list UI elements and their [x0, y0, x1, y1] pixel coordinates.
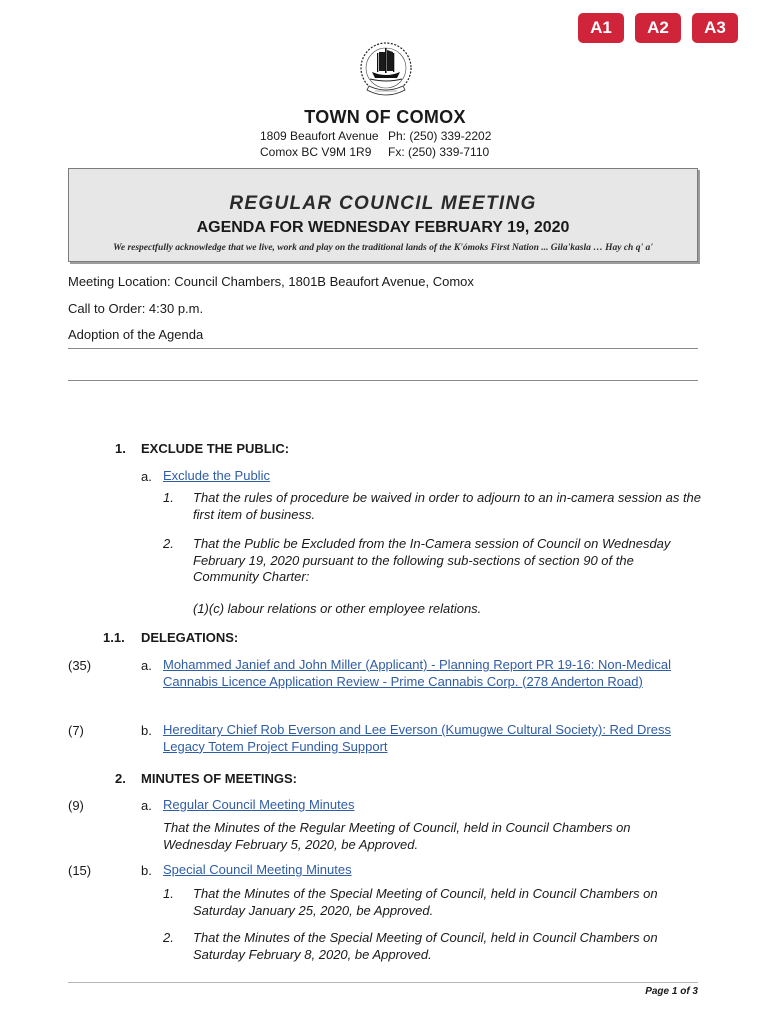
resolution-number: 2.	[163, 930, 174, 945]
section-number: 2.	[115, 771, 126, 786]
agenda-date: AGENDA FOR WEDNESDAY FEBRUARY 19, 2020	[196, 219, 570, 236]
link-delegation-cannabis[interactable]: Mohammed Janief and John Miller (Applicant) - Planning Report PR 19-16: Non-Medical Cannabis Licence Application Review - Prime Cannabis Corp. (278 Anderton Road)	[163, 657, 671, 689]
call-to-order: Call to Order: 4:30 p.m.	[68, 301, 204, 316]
section-number: 1.1.	[103, 630, 125, 645]
tab-a3[interactable]: A3	[692, 13, 738, 43]
footer-divider	[68, 982, 698, 983]
page-count: (35)	[68, 658, 92, 673]
land-acknowledgement: We respectfully acknowledge that we live, work and play on the traditional lands of the K'ómoks First Nation ... Gila'kasla … Hay ch q' a'	[113, 243, 653, 253]
item-letter: a.	[141, 469, 152, 484]
attachment-tabs	[578, 13, 738, 43]
phone-number: Ph: (250) 339-2202	[388, 129, 492, 143]
link-exclude-public[interactable]: Exclude the Public	[163, 468, 270, 483]
section-heading-exclude-public: EXCLUDE THE PUBLIC:	[141, 441, 290, 456]
link-special-minutes[interactable]: Special Council Meeting Minutes	[163, 862, 352, 877]
divider	[68, 348, 698, 349]
resolution-number: 2.	[163, 536, 174, 551]
page-number: Page 1 of 3	[645, 986, 698, 997]
item-letter: a.	[141, 658, 152, 673]
item-letter: a.	[141, 798, 152, 813]
fax-number: Fx: (250) 339-7110	[388, 145, 490, 159]
meeting-location: Meeting Location: Council Chambers, 1801B Beaufort Avenue, Comox	[68, 274, 474, 289]
resolution-number: 1.	[163, 490, 174, 505]
town-name: TOWN OF COMOX	[304, 107, 466, 127]
meeting-banner	[68, 168, 698, 262]
item-letter: b.	[141, 723, 152, 738]
adoption-of-agenda: Adoption of the Agenda	[68, 327, 204, 342]
address-city: Comox BC V9M 1R9	[260, 145, 372, 159]
address-block	[260, 128, 491, 160]
section-heading-minutes: MINUTES OF MEETINGS:	[141, 771, 297, 786]
town-crest-logo	[355, 38, 417, 104]
item-letter: b.	[141, 863, 152, 878]
resolution-text: That the Public be Excluded from the In-Camera session of Council on Wednesday February 19, 2020 pursuant to the following sub-sections of section 90 of the Community Charter:	[193, 536, 671, 584]
resolution-text: That the rules of procedure be waived in order to adjourn to an in-camera session as the first item of business.	[193, 490, 702, 522]
page-count: (15)	[68, 863, 92, 878]
resolution-text: That the Minutes of the Regular Meeting of Council, held in Council Chambers on Wednesday February 5, 2020, be Approved.	[163, 820, 631, 852]
resolution-text: That the Minutes of the Special Meeting of Council, held in Council Chambers on Saturday February 8, 2020, be Approved.	[193, 930, 658, 962]
page-count: (7)	[68, 723, 84, 738]
resolution-text: That the Minutes of the Special Meeting of Council, held in Council Chambers on Saturday January 25, 2020, be Approved.	[193, 886, 658, 918]
meeting-title: REGULAR COUNCIL MEETING	[229, 193, 537, 214]
resolution-number: 1.	[163, 886, 174, 901]
tab-a2[interactable]: A2	[635, 13, 681, 43]
tab-a1[interactable]: A1	[578, 13, 624, 43]
page-count: (9)	[68, 798, 84, 813]
link-regular-minutes[interactable]: Regular Council Meeting Minutes	[163, 797, 355, 812]
section-number: 1.	[115, 441, 126, 456]
resolution-subsection: (1)(c) labour relations or other employee relations.	[193, 601, 482, 616]
link-delegation-totem[interactable]: Hereditary Chief Rob Everson and Lee Everson (Kumugwe Cultural Society): Red Dress Legacy Totem Project Funding Support	[163, 722, 671, 754]
address-street: 1809 Beaufort Avenue	[260, 129, 379, 143]
divider	[68, 380, 698, 381]
section-heading-delegations: DELEGATIONS:	[141, 630, 239, 645]
